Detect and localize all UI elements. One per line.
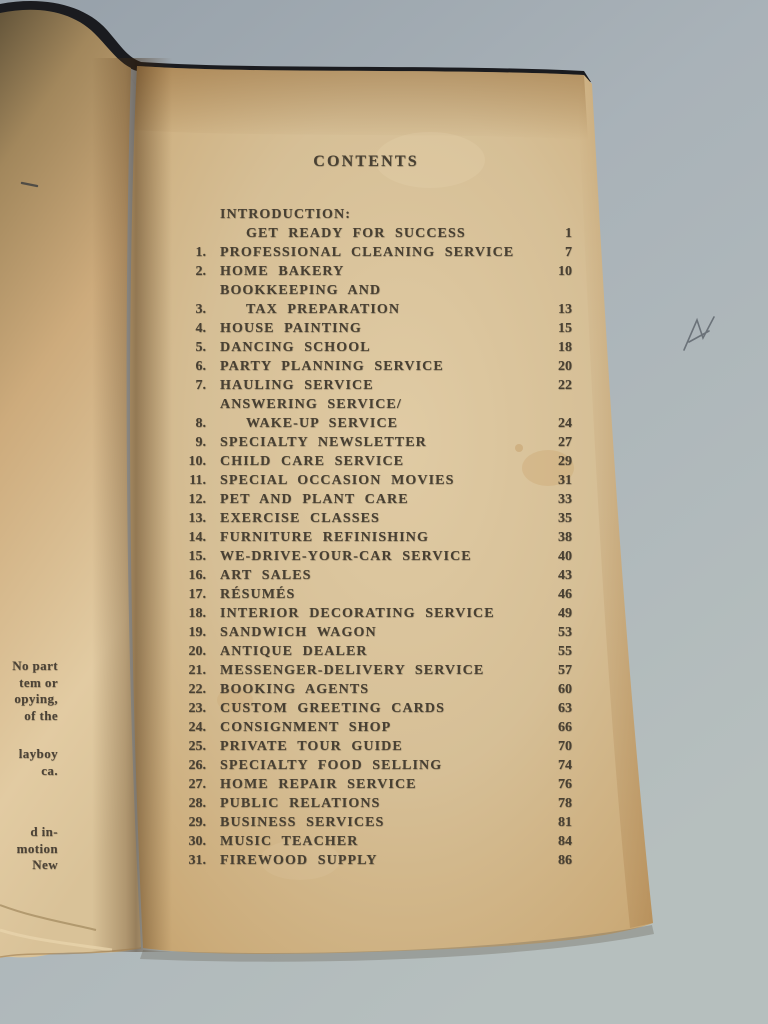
left-page-text-fragment: ca. xyxy=(41,762,58,778)
toc-entry-number: 19. xyxy=(188,625,206,640)
left-page-text-fragment: layboy xyxy=(18,746,58,761)
toc-entry-title: RÉSUMÉS xyxy=(220,587,296,602)
toc-entry-page-number: 13 xyxy=(558,302,572,317)
toc-entry-number: 27. xyxy=(188,777,206,792)
toc-entry xyxy=(166,832,572,851)
toc-entry-number: 14. xyxy=(188,530,206,545)
toc-entry-number: 23. xyxy=(188,701,206,716)
toc-entry-title: HAULING SERVICE xyxy=(220,378,374,393)
toc-entry-title: EXERCISE CLASSES xyxy=(220,511,380,526)
toc-entry xyxy=(166,547,572,566)
toc-entry-page-number: 60 xyxy=(558,682,572,697)
toc-entry-number: 30. xyxy=(188,834,206,849)
toc-entry xyxy=(166,851,572,870)
toc-entry-number: 8. xyxy=(195,416,206,431)
toc-entry-title: FURNITURE REFINISHING xyxy=(220,530,429,545)
toc-entry-page-number: 27 xyxy=(558,435,572,450)
toc-entry-page-number: 31 xyxy=(558,473,572,488)
toc-entry-page-number: 35 xyxy=(558,511,572,526)
toc-entry-page-number: 10 xyxy=(558,264,572,279)
toc-entry-page-number: 81 xyxy=(558,815,572,830)
toc-entry-number: 12. xyxy=(188,492,206,507)
toc-entry-number: 16. xyxy=(188,568,206,583)
toc-entry-page-number: 55 xyxy=(558,644,572,659)
contents-title: CONTENTS xyxy=(313,153,419,170)
toc-entry-number: 28. xyxy=(188,796,206,811)
toc-entry-title: SPECIAL OCCASION MOVIES xyxy=(220,473,455,488)
toc-entry xyxy=(166,338,572,357)
toc-entry-page-number: 57 xyxy=(558,663,572,678)
toc-entry-page-number: 24 xyxy=(558,416,572,431)
toc-entry-title: HOME REPAIR SERVICE xyxy=(220,777,417,792)
toc-entry-page-number: 20 xyxy=(558,359,572,374)
toc-entry xyxy=(166,471,572,490)
toc-entry-page-number: 15 xyxy=(558,321,572,336)
toc-entry-title: ANTIQUE DEALER xyxy=(220,644,368,659)
toc-entry xyxy=(166,376,572,395)
toc-entry xyxy=(166,604,572,623)
toc-entry-title: MESSENGER-DELIVERY SERVICE xyxy=(220,663,485,678)
toc-entry-page-number: 33 xyxy=(558,492,572,507)
toc-entry-number: 29. xyxy=(188,815,206,830)
toc-entry-page-number: 76 xyxy=(558,777,572,792)
toc-entry-page-number: 1 xyxy=(565,226,572,241)
toc-entry xyxy=(166,281,572,319)
toc-entry-number: 4. xyxy=(195,321,206,336)
toc-entry xyxy=(166,357,572,376)
toc-entry-title: FIREWOOD SUPPLY xyxy=(220,853,378,868)
toc-entry-page-number: 43 xyxy=(558,568,572,583)
toc-entry-page-number: 38 xyxy=(558,530,572,545)
left-page-text-fragment: d in- xyxy=(30,824,58,839)
toc-entry-title: SPECIALTY NEWSLETTER xyxy=(220,435,427,450)
toc-entry-page-number: 18 xyxy=(558,340,572,355)
toc-entry-number: 26. xyxy=(188,758,206,773)
toc-entry-page-number: 49 xyxy=(558,606,572,621)
toc-entry-page-number: 84 xyxy=(558,834,572,849)
toc-entry-title: BOOKKEEPING AND TAX PREPARATION xyxy=(220,283,401,317)
toc-entry-title: HOUSE PAINTING xyxy=(220,321,362,336)
toc-entry-page-number: 70 xyxy=(558,739,572,754)
toc-entry-title: PRIVATE TOUR GUIDE xyxy=(220,739,403,754)
toc-entry-page-number: 66 xyxy=(558,720,572,735)
toc-entry xyxy=(166,775,572,794)
left-page-text-fragment: tem or xyxy=(19,674,58,690)
toc-entry-number: 3. xyxy=(195,302,206,317)
left-page-text-group xyxy=(0,824,58,874)
toc-entry xyxy=(166,490,572,509)
toc-list xyxy=(166,205,572,870)
toc-entry-page-number: 86 xyxy=(558,853,572,868)
toc-entry xyxy=(166,718,572,737)
toc-entry xyxy=(166,205,572,243)
toc-entry-number: 5. xyxy=(195,340,206,355)
toc-entry-number: 22. xyxy=(188,682,206,697)
toc-entry-page-number: 53 xyxy=(558,625,572,640)
toc-entry-page-number: 63 xyxy=(558,701,572,716)
toc-entry-title: CHILD CARE SERVICE xyxy=(220,454,405,469)
toc-entry-title: CONSIGNMENT SHOP xyxy=(220,720,392,735)
toc-entry xyxy=(166,319,572,338)
toc-entry-page-number: 40 xyxy=(558,549,572,564)
toc-entry-title: WE-DRIVE-YOUR-CAR SERVICE xyxy=(220,549,472,564)
toc-entry xyxy=(166,661,572,680)
toc-entry-title: SPECIALTY FOOD SELLING xyxy=(220,758,443,773)
toc-entry-title: INTERIOR DECORATING SERVICE xyxy=(220,606,495,621)
toc-entry-number: 13. xyxy=(188,511,206,526)
left-page-text-fragment: opying, xyxy=(14,691,58,706)
toc-entry-number: 11. xyxy=(189,473,206,488)
toc-entry-number: 9. xyxy=(195,435,206,450)
toc-entry-number: 18. xyxy=(188,606,206,621)
toc-entry xyxy=(166,699,572,718)
toc-entry-title: PARTY PLANNING SERVICE xyxy=(220,359,444,374)
toc-entry xyxy=(166,395,572,433)
toc-entry-page-number: 74 xyxy=(558,758,572,773)
toc-entry-number: 2. xyxy=(195,264,206,279)
toc-entry-page-number: 29 xyxy=(558,454,572,469)
toc-entry-number: 15. xyxy=(188,549,206,564)
toc-entry-title: PROFESSIONAL CLEANING SERVICE xyxy=(220,245,515,260)
toc-entry-number: 10. xyxy=(188,454,206,469)
toc-entry-number: 25. xyxy=(188,739,206,754)
toc-entry-title: MUSIC TEACHER xyxy=(220,834,359,849)
left-page-text-fragment: No part xyxy=(12,658,58,673)
toc-entry xyxy=(166,794,572,813)
toc-entry xyxy=(166,509,572,528)
toc-entry-number: 21. xyxy=(188,663,206,678)
toc-entry xyxy=(166,813,572,832)
toc-entry-title: DANCING SCHOOL xyxy=(220,340,371,355)
toc-entry xyxy=(166,623,572,642)
toc-entry-number: 7. xyxy=(195,378,206,393)
toc-entry xyxy=(166,756,572,775)
toc-entry xyxy=(166,433,572,452)
toc-entry-number: 1. xyxy=(195,245,206,260)
toc-entry-title: BUSINESS SERVICES xyxy=(220,815,385,830)
toc-entry-title: SANDWICH WAGON xyxy=(220,625,377,640)
toc-entry-title: BOOKING AGENTS xyxy=(220,682,370,697)
toc-entry-page-number: 7 xyxy=(565,245,572,260)
toc-entry-number: 6. xyxy=(195,359,206,374)
toc-entry-number: 20. xyxy=(188,644,206,659)
toc-entry xyxy=(166,452,572,471)
toc-entry-title: HOME BAKERY xyxy=(220,264,345,279)
left-page-text-fragment: motion xyxy=(16,840,58,856)
toc-entry-title: INTRODUCTION: GET READY FOR SUCCESS xyxy=(220,207,466,241)
toc-entry-page-number: 22 xyxy=(558,378,572,393)
toc-entry-number: 17. xyxy=(188,587,206,602)
toc-entry-page-number: 78 xyxy=(558,796,572,811)
toc-entry-title: PET AND PLANT CARE xyxy=(220,492,409,507)
toc-entry-number: 24. xyxy=(188,720,206,735)
toc-entry xyxy=(166,642,572,661)
toc-entry-title: CUSTOM GREETING CARDS xyxy=(220,701,445,716)
toc-entry xyxy=(166,262,572,281)
toc-entry xyxy=(166,528,572,547)
toc-entry xyxy=(166,566,572,585)
left-page-text-fragment: of the xyxy=(24,707,58,723)
toc-entry-title: ANSWERING SERVICE/ WAKE-UP SERVICE xyxy=(220,397,402,431)
toc-entry xyxy=(166,680,572,699)
left-page-text-fragment: New xyxy=(32,857,58,872)
toc-entry-page-number: 46 xyxy=(558,587,572,602)
toc-entry xyxy=(166,737,572,756)
toc-entry xyxy=(166,243,572,262)
left-page-text-group xyxy=(0,658,58,724)
left-page-text-group xyxy=(0,746,58,779)
toc-entry xyxy=(166,585,572,604)
toc-entry-title: PUBLIC RELATIONS xyxy=(220,796,381,811)
toc-entry-title: ART SALES xyxy=(220,568,312,583)
toc-entry-number: 31. xyxy=(188,853,206,868)
